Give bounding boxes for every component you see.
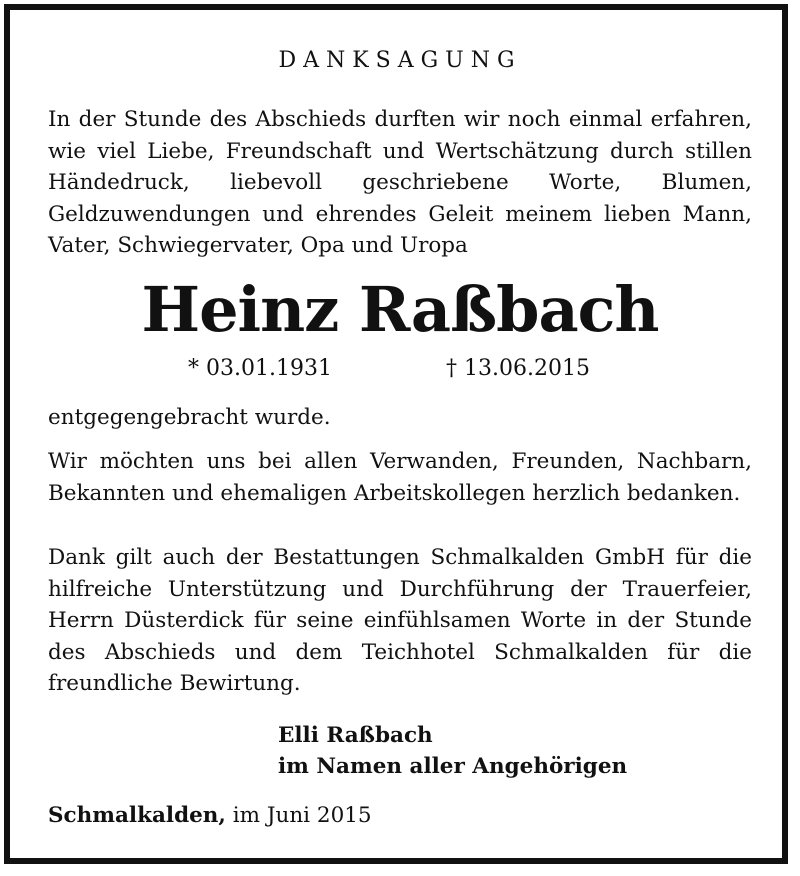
- place: Schmalkalden,: [48, 803, 226, 828]
- notice-heading: DANKSAGUNG: [278, 48, 522, 73]
- death-date: † 13.06.2015: [446, 356, 590, 381]
- intro-paragraph: In der Stunde des Abschieds durften wir noch einmal erfahren, wie viel Liebe, Freundschaft und Wertschätzung durch stillen Händedruck, liebevoll geschriebene Worte, Blumen, Geldzuwendungen und ehrendes Geleit meinem lieben Mann, Vater, Schwiegervater, Opa und Uropa: [48, 107, 752, 258]
- signature-line: im Namen aller Angehörigen: [278, 754, 628, 779]
- continuation-text: entgegengebracht wurde.: [48, 405, 331, 430]
- deceased-name: Heinz Raßbach: [141, 273, 659, 346]
- signature-name: Elli Raßbach: [278, 723, 433, 748]
- birth-date: * 03.01.1931: [188, 356, 332, 381]
- thanks-paragraph-1: Wir möchten uns bei allen Verwanden, Freunden, Nachbarn, Bekannten und ehemaligen Arbeitskollegen herzlich bedanken.: [48, 449, 752, 506]
- date: im Juni 2015: [232, 803, 372, 828]
- thanks-paragraph-2: Dank gilt auch der Bestattungen Schmalkalden GmbH für die hilfreiche Unterstützung und Durchführung der Trauerfeier, Herrn Düsterdick für seine einfühlsamen Worte in der Stunde des Abschieds und dem Teichhotel Schmalkalden für die freundliche Bewirtung.: [48, 545, 752, 696]
- place-date: [48, 800, 372, 831]
